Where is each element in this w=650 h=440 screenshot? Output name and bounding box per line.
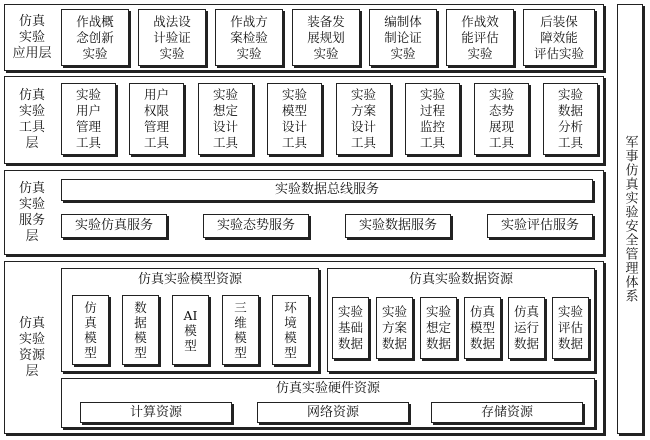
model-resource-group [61,268,319,372]
hardware-resource-group [61,378,595,428]
model-item: 仿 真 模 型 [72,295,109,365]
tool-item: 实验 态势 展现 工具 [474,83,529,155]
service-item: 实验数据服务 [345,214,451,238]
application-layer [4,4,604,71]
data-item: 实验 基础 数据 [332,297,369,359]
service-item: 实验评估服务 [487,214,593,238]
model-item: 环 境 模 型 [272,295,309,365]
data-item: 仿真 运行 数据 [508,297,545,359]
tool-item: 实验 用户 管理 工具 [61,83,116,155]
security-management-panel [617,4,643,434]
hardware-item: 网络资源 [257,402,409,423]
app-item: 编制体 制论证 实验 [369,9,437,66]
app-item: 装备发 展规划 实验 [292,9,360,66]
app-item: 后装保 障效能 评估实验 [523,9,595,66]
resource-layer [4,261,604,434]
security-management-label: 军事仿真实验安全管理体系 [622,135,638,303]
tools-layer [4,76,604,164]
tools-layer-label: 仿真 实验 工具 层 [18,88,45,151]
tool-item: 实验 模型 设计 工具 [267,83,322,155]
application-layer-label: 仿真 实验 应用层 [12,13,52,61]
data-item: 实验 评估 数据 [552,297,589,359]
tool-item: 用户 权限 管理 工具 [129,83,184,155]
data-item: 实验 方案 数据 [376,297,413,359]
service-item: 实验仿真服务 [61,214,167,238]
service-layer [4,170,604,255]
data-resource-group [327,268,595,372]
tool-item: 实验 方案 设计 工具 [336,83,391,155]
app-item: 作战概 念创新 实验 [61,9,129,66]
model-item: AI 模 型 [172,295,209,365]
data-item: 实验 想定 数据 [420,297,457,359]
hardware-item: 存储资源 [431,402,583,423]
app-item: 战法设 计验证 实验 [138,9,206,66]
model-resource-title: 仿真实验模型资源 [137,272,242,287]
model-item: 三 维 模 型 [222,295,259,365]
tool-item: 实验 数据 分析 工具 [543,83,598,155]
hardware-item: 计算资源 [80,402,232,423]
tool-item: 实验 过程 监控 工具 [405,83,460,155]
data-bus-service: 实验数据总线服务 [61,179,593,201]
hardware-resource-title: 仿真实验硬件资源 [275,381,380,396]
service-item: 实验态势服务 [203,214,309,238]
app-item: 作战方 案检验 实验 [215,9,283,66]
tool-item: 实验 想定 设计 工具 [198,83,253,155]
resource-layer-label: 仿真 实验 资源 层 [18,315,45,379]
data-item: 仿真 模型 数据 [464,297,501,359]
model-item: 数 据 模 型 [122,295,159,365]
app-item: 作战效 能评估 实验 [446,9,514,66]
data-resource-title: 仿真实验数据资源 [408,272,513,287]
service-layer-label: 仿真 实验 服务 层 [18,180,45,244]
